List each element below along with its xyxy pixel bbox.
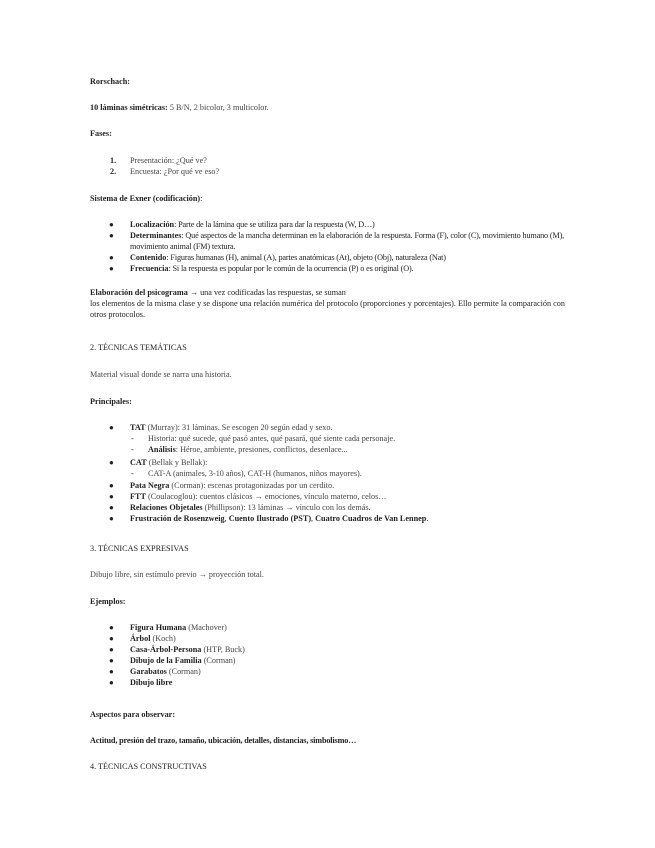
expresivas-intro: Dibujo libre, sin estímulo previo → proyección total.: [90, 570, 264, 579]
list-item: 2. Encuesta: ¿Por qué ve eso?: [110, 167, 220, 176]
cat-item: [90, 457, 565, 468]
rorschach-title: Rorschach:: [90, 77, 131, 86]
list-item: ● Frustración de Rosenzweig, Cuento Ilustrado (PST), Cuatro Cuadros de Van Lennep.: [109, 514, 429, 523]
list-item: - CAT-A (animales, 3-10 años), CAT-H (humanos, niños mayores).: [131, 469, 362, 478]
aspectos-label: Aspectos para observar:: [90, 710, 176, 719]
list-item: - Historia: qué sucede, qué pasó antes, qué pasará, qué siente cada personaje.: [131, 434, 396, 443]
principales-list: [90, 422, 565, 433]
ejemplos-label: Ejemplos:: [90, 597, 126, 606]
list-item: ● Determinantes: Qué aspectos de la mancha determinan en la elaboración de la respuesta. Forma (F), color (C), movimiento humano (M), movimiento animal (FM) textura.: [109, 231, 565, 251]
tematicas-intro: Material visual donde se narra una historia.: [90, 370, 232, 379]
list-item: ● Figura Humana (Machover): [109, 623, 227, 632]
list-item: ● Localización: Parte de la lámina que se utiliza para dar la respuesta (W, D…): [109, 220, 375, 229]
cat-sublist: [90, 468, 565, 479]
exner-list: [90, 219, 565, 274]
list-item: ● Relaciones Objetales (Phillipson): 13 láminas → vínculo con los demás.: [109, 503, 371, 512]
aspectos-text: Actitud, presión del trazo, tamaño, ubicación, detalles, distancias, simbolismo…: [90, 736, 357, 745]
tat-sublist: [90, 433, 565, 455]
list-item: ● CAT (Bellak y Bellak):: [109, 458, 208, 467]
list-item: ● TAT (Murray): 31 láminas. Se escogen 20 según edad y sexo.: [109, 423, 333, 432]
laminas-line: [90, 102, 565, 113]
list-item: - Análisis: Héroe, ambiente, presiones, conflictos, desenlace...: [131, 445, 348, 454]
laminas-text: 5 B/N, 2 bicolor, 3 multicolor.: [167, 103, 269, 112]
psicograma-line1: Elaboración del psicograma → una vez codificadas las respuestas, se suman: [90, 288, 346, 297]
psicograma-label: Elaboración del psicograma: [90, 288, 188, 297]
list-item: ● Contenido: Figuras humanas (H), animal (A), partes anatómicas (At), objeto (Obj), naturaleza (Nat): [109, 253, 446, 262]
list-item: ● FTT (Coulacoglou): cuentos clásicos → emociones, vínculo materno, celos…: [109, 492, 387, 501]
exner-heading: Sistema de Exner (codificación):: [90, 194, 203, 203]
list-item: ● Casa-Árbol-Persona (HTP, Buck): [109, 645, 245, 654]
list-item: ● Garabatos (Corman): [109, 667, 201, 676]
ejemplos-list: [90, 622, 565, 688]
list-item: ● Dibujo de la Familia (Corman): [109, 656, 236, 665]
list-item: ● Árbol (Koch): [109, 634, 176, 643]
laminas-label: 10 láminas simétricas:: [90, 103, 168, 112]
list-item: ● Frecuencia: Si la respuesta es popular por le común de la ocurrencia (P) o es original (O).: [109, 264, 414, 273]
exner-label: Sistema de Exner (codificación): [90, 194, 201, 203]
principales-label: Principales:: [90, 397, 132, 406]
list-item: ● Pata Negra (Corman): escenas protagonizadas por un cerdito.: [109, 481, 335, 490]
list-item: ● Dibujo libre: [109, 678, 173, 687]
expresivas-title: 3. TÉCNICAS EXPRESIVAS: [90, 544, 189, 553]
principales-list-rest: [90, 480, 565, 524]
tematicas-title: 2. TÉCNICAS TEMÁTICAS: [90, 343, 187, 352]
list-item: 1. Presentación: ¿Qué ve?: [110, 156, 207, 165]
constructivas-title: 4. TÉCNICAS CONSTRUCTIVAS: [90, 762, 207, 771]
psicograma-paragraph: los elementos de la misma clase y se dispone una relación numérica del protocolo (proporciones y porcentajes). Ello permite la comparación con otros protocolos.: [90, 299, 565, 319]
fases-list: [90, 155, 565, 177]
fases-label: Fases:: [90, 129, 112, 138]
